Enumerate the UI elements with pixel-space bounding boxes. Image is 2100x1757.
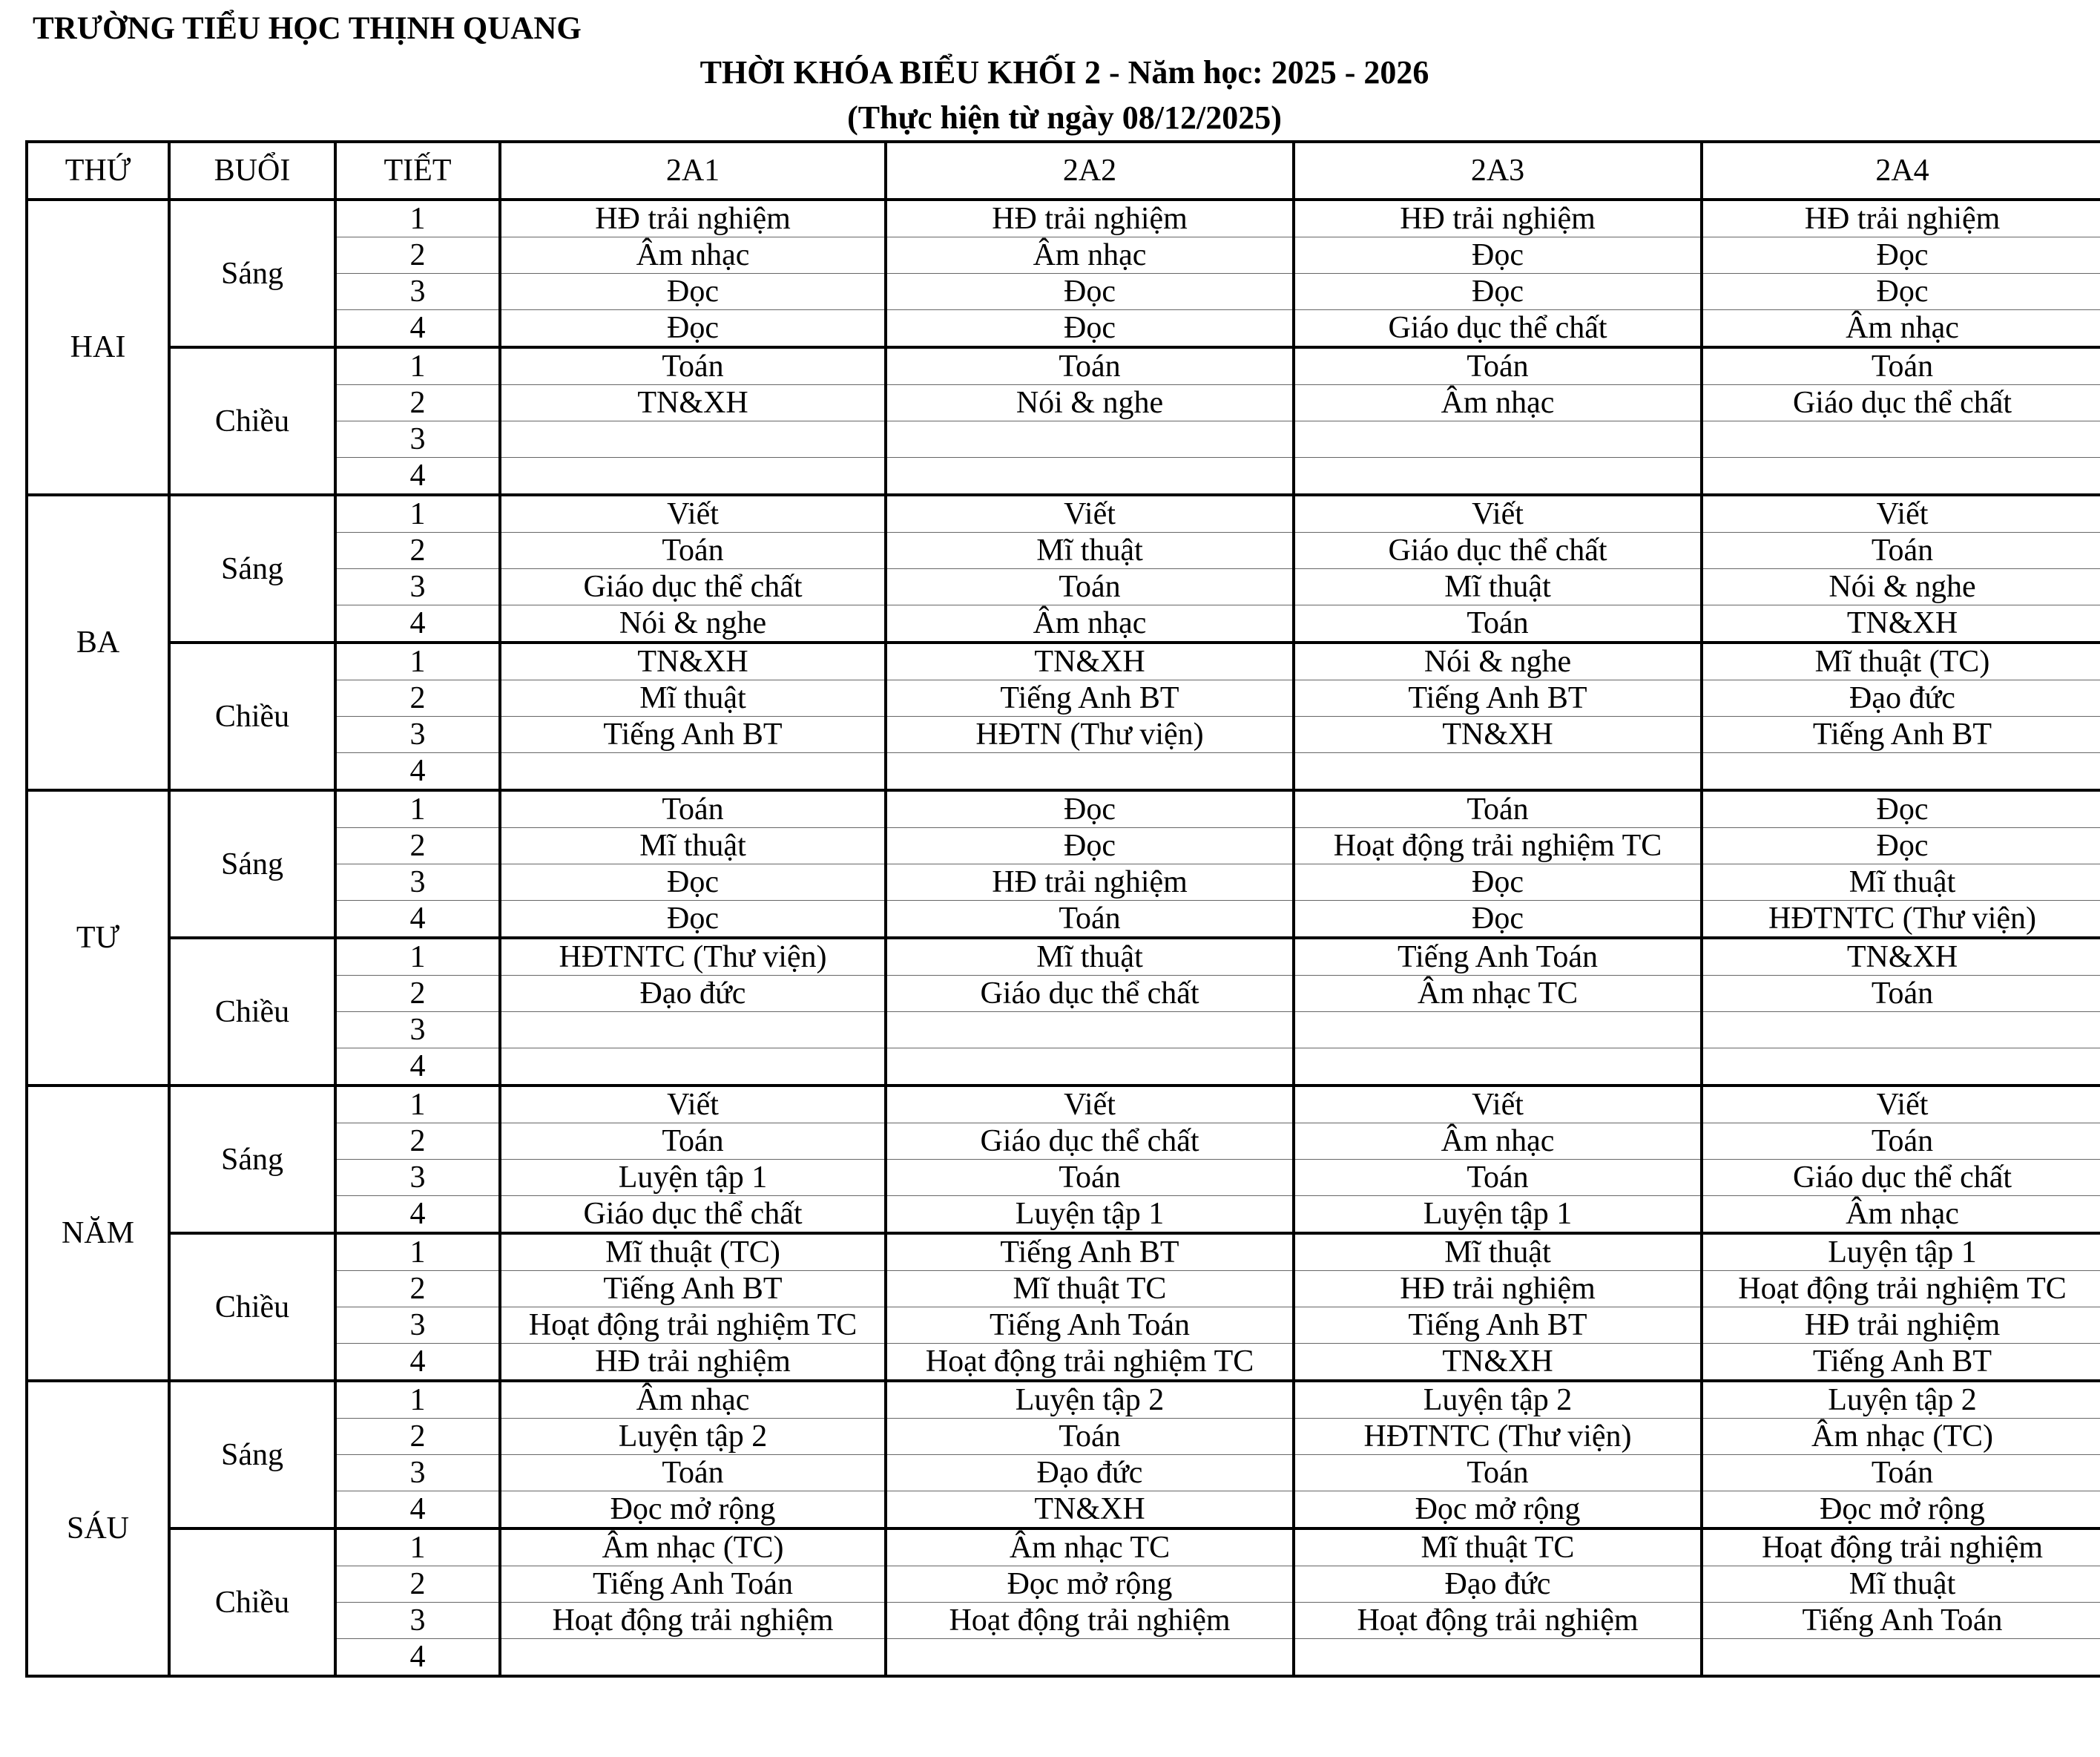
subject-cell: Toán xyxy=(500,790,886,828)
subject-cell: Hoạt động trải nghiệm xyxy=(1294,1603,1702,1639)
subject-cell: Toán xyxy=(1294,1455,1702,1491)
table-row xyxy=(27,680,2100,717)
period-number: 1 xyxy=(335,1086,500,1123)
subject-cell: TN&XH xyxy=(886,1491,1294,1529)
header-period: TIẾT xyxy=(335,142,500,200)
subject-cell: Âm nhạc xyxy=(886,237,1294,274)
period-number: 4 xyxy=(335,458,500,496)
subject-cell xyxy=(1702,1012,2100,1048)
table-row xyxy=(27,901,2100,939)
subject-cell: Luyện tập 1 xyxy=(1702,1233,2100,1271)
subject-cell: Hoạt động trải nghiệm xyxy=(1702,1528,2100,1566)
subject-cell: Đọc mở rộng xyxy=(1294,1491,1702,1529)
subject-cell: Nói & nghe xyxy=(1702,569,2100,605)
table-row xyxy=(27,1086,2100,1123)
subject-cell: Toán xyxy=(886,347,1294,385)
subject-cell: Toán xyxy=(500,1455,886,1491)
period-number: 2 xyxy=(335,237,500,274)
subject-cell xyxy=(1702,421,2100,458)
period-number: 1 xyxy=(335,347,500,385)
session-cell: Chiều xyxy=(169,347,335,495)
subject-cell: Giáo dục thể chất xyxy=(886,1123,1294,1160)
period-number: 1 xyxy=(335,495,500,533)
subject-cell: Hoạt động trải nghiệm TC xyxy=(886,1344,1294,1382)
subject-cell: Viết xyxy=(1294,1086,1702,1123)
period-number: 2 xyxy=(335,385,500,421)
subject-cell: Đọc xyxy=(886,274,1294,310)
subject-cell: Luyện tập 1 xyxy=(1294,1196,1702,1234)
subject-cell: Giáo dục thể chất xyxy=(886,976,1294,1012)
subject-cell: Đọc xyxy=(1294,864,1702,901)
subject-cell: TN&XH xyxy=(1294,1344,1702,1382)
period-number: 3 xyxy=(335,1012,500,1048)
table-row xyxy=(27,1233,2100,1271)
subject-cell: Tiếng Anh BT xyxy=(886,680,1294,717)
subject-cell: Âm nhạc xyxy=(1702,310,2100,348)
session-cell: Sáng xyxy=(169,495,335,643)
subject-cell: Tiếng Anh BT xyxy=(1702,1344,2100,1382)
table-row xyxy=(27,1528,2100,1566)
session-cell: Sáng xyxy=(169,1381,335,1528)
table-row xyxy=(27,347,2100,385)
table-row xyxy=(27,1012,2100,1048)
subject-cell: Giáo dục thể chất xyxy=(1702,385,2100,421)
subject-cell: Viết xyxy=(886,495,1294,533)
session-cell: Sáng xyxy=(169,200,335,347)
subject-cell: Luyện tập 2 xyxy=(500,1419,886,1455)
session-cell: Chiều xyxy=(169,1528,335,1676)
subject-cell: HĐTNTC (Thư viện) xyxy=(1702,901,2100,939)
table-row xyxy=(27,569,2100,605)
table-row xyxy=(27,938,2100,976)
subject-cell: Đọc xyxy=(886,310,1294,348)
period-number: 2 xyxy=(335,976,500,1012)
subject-cell: HĐTNTC (Thư viện) xyxy=(1294,1419,1702,1455)
subject-cell: Âm nhạc xyxy=(886,605,1294,643)
table-row xyxy=(27,385,2100,421)
subject-cell: TN&XH xyxy=(886,643,1294,680)
subject-cell: Đọc xyxy=(500,310,886,348)
header-row xyxy=(27,142,2100,200)
subject-cell: Tiếng Anh Toán xyxy=(1702,1603,2100,1639)
table-row xyxy=(27,717,2100,753)
session-cell: Chiều xyxy=(169,938,335,1086)
subject-cell: Tiếng Anh BT xyxy=(1702,717,2100,753)
subject-cell xyxy=(500,1012,886,1048)
period-number: 2 xyxy=(335,828,500,864)
subject-cell: Tiếng Anh BT xyxy=(886,1233,1294,1271)
period-number: 3 xyxy=(335,1455,500,1491)
subject-cell xyxy=(1294,1048,1702,1086)
subject-cell: Nói & nghe xyxy=(886,385,1294,421)
subject-cell: Viết xyxy=(886,1086,1294,1123)
subject-cell: Mĩ thuật TC xyxy=(1294,1528,1702,1566)
subject-cell: Viết xyxy=(500,1086,886,1123)
subject-cell xyxy=(500,1639,886,1677)
subject-cell: Toán xyxy=(1702,1123,2100,1160)
subject-cell: Viết xyxy=(1294,495,1702,533)
header-class-2a3: 2A3 xyxy=(1294,142,1702,200)
period-number: 3 xyxy=(335,569,500,605)
table-row xyxy=(27,864,2100,901)
subject-cell: Đọc xyxy=(500,274,886,310)
table-row xyxy=(27,643,2100,680)
subject-cell: Tiếng Anh Toán xyxy=(886,1307,1294,1344)
period-number: 4 xyxy=(335,1196,500,1234)
table-row xyxy=(27,828,2100,864)
period-number: 1 xyxy=(335,938,500,976)
session-cell: Sáng xyxy=(169,1086,335,1233)
subject-cell: Toán xyxy=(1702,976,2100,1012)
subject-cell xyxy=(500,421,886,458)
day-cell: SÁU xyxy=(27,1381,169,1676)
period-number: 3 xyxy=(335,864,500,901)
subject-cell: Toán xyxy=(886,1419,1294,1455)
subject-cell: Viết xyxy=(500,495,886,533)
subject-cell: HĐ trải nghiệm xyxy=(886,864,1294,901)
subject-cell: Toán xyxy=(886,901,1294,939)
subject-cell: Đọc xyxy=(1294,274,1702,310)
subject-cell xyxy=(500,1048,886,1086)
session-cell: Sáng xyxy=(169,790,335,938)
school-name: TRƯỜNG TIỂU HỌC THỊNH QUANG xyxy=(33,11,582,46)
subject-cell: Toán xyxy=(1294,1160,1702,1196)
subject-cell: Luyện tập 1 xyxy=(886,1196,1294,1234)
subject-cell: Hoạt động trải nghiệm TC xyxy=(1294,828,1702,864)
subject-cell: Tiếng Anh Toán xyxy=(500,1566,886,1603)
subject-cell: Toán xyxy=(1702,347,2100,385)
subject-cell: Âm nhạc TC xyxy=(1294,976,1702,1012)
subject-cell: Âm nhạc (TC) xyxy=(500,1528,886,1566)
table-row xyxy=(27,310,2100,348)
subject-cell: Đọc xyxy=(1702,828,2100,864)
subject-cell: Đọc xyxy=(500,901,886,939)
subject-cell: Toán xyxy=(886,569,1294,605)
subject-cell: TN&XH xyxy=(1702,605,2100,643)
subject-cell: Mĩ thuật xyxy=(1294,569,1702,605)
subject-cell: Tiếng Anh BT xyxy=(1294,1307,1702,1344)
subject-cell: Mĩ thuật TC xyxy=(886,1271,1294,1307)
subject-cell: Đọc xyxy=(1294,901,1702,939)
page-title: THỜI KHÓA BIỂU KHỐI 2 - Năm học: 2025 - 2026 xyxy=(700,54,1429,91)
subject-cell: Đọc xyxy=(1702,274,2100,310)
subject-cell: Đạo đức xyxy=(886,1455,1294,1491)
subject-cell: Âm nhạc xyxy=(1702,1196,2100,1234)
subject-cell: HĐ trải nghiệm xyxy=(886,200,1294,237)
subject-cell: HĐ trải nghiệm xyxy=(500,200,886,237)
day-cell: TƯ xyxy=(27,790,169,1086)
period-number: 2 xyxy=(335,1271,500,1307)
subject-cell: Đọc xyxy=(500,864,886,901)
table-row xyxy=(27,274,2100,310)
period-number: 3 xyxy=(335,717,500,753)
period-number: 1 xyxy=(335,790,500,828)
subject-cell: Viết xyxy=(1702,495,2100,533)
period-number: 4 xyxy=(335,1344,500,1382)
table-row xyxy=(27,421,2100,458)
header-class-2a2: 2A2 xyxy=(886,142,1294,200)
period-number: 3 xyxy=(335,1603,500,1639)
page-subtitle: (Thực hiện từ ngày 08/12/2025) xyxy=(847,99,1282,136)
subject-cell: HĐTNTC (Thư viện) xyxy=(500,938,886,976)
subject-cell: Toán xyxy=(886,1160,1294,1196)
table-row xyxy=(27,1566,2100,1603)
subject-cell xyxy=(1702,753,2100,791)
period-number: 4 xyxy=(335,901,500,939)
subject-cell: Hoạt động trải nghiệm TC xyxy=(500,1307,886,1344)
table-row xyxy=(27,1160,2100,1196)
subject-cell: Toán xyxy=(500,533,886,569)
subject-cell: TN&XH xyxy=(500,643,886,680)
subject-cell: Tiếng Anh BT xyxy=(500,717,886,753)
subject-cell: Âm nhạc (TC) xyxy=(1702,1419,2100,1455)
subject-cell: Mĩ thuật xyxy=(500,828,886,864)
subject-cell: TN&XH xyxy=(1294,717,1702,753)
table-row xyxy=(27,1307,2100,1344)
subject-cell xyxy=(886,458,1294,496)
subject-cell: Đọc mở rộng xyxy=(1702,1491,2100,1529)
subject-cell: Giáo dục thể chất xyxy=(500,569,886,605)
period-number: 2 xyxy=(335,1419,500,1455)
period-number: 2 xyxy=(335,533,500,569)
subject-cell: Luyện tập 2 xyxy=(886,1381,1294,1419)
subject-cell: Toán xyxy=(500,1123,886,1160)
header-day: THỨ xyxy=(27,142,169,200)
subject-cell xyxy=(1294,1639,1702,1677)
subject-cell: Mĩ thuật xyxy=(1702,1566,2100,1603)
table-row xyxy=(27,753,2100,791)
subject-cell xyxy=(1702,1639,2100,1677)
day-cell: BA xyxy=(27,495,169,790)
period-number: 1 xyxy=(335,200,500,237)
table-row xyxy=(27,1123,2100,1160)
subject-cell xyxy=(886,753,1294,791)
subject-cell: Viết xyxy=(1702,1086,2100,1123)
period-number: 1 xyxy=(335,1528,500,1566)
subject-cell: Nói & nghe xyxy=(1294,643,1702,680)
table-row xyxy=(27,790,2100,828)
subject-cell: Đạo đức xyxy=(500,976,886,1012)
period-number: 1 xyxy=(335,1381,500,1419)
subject-cell: Đọc mở rộng xyxy=(886,1566,1294,1603)
subject-cell: Âm nhạc xyxy=(1294,1123,1702,1160)
table-row xyxy=(27,976,2100,1012)
subject-cell: HĐ trải nghiệm xyxy=(1294,1271,1702,1307)
table-row xyxy=(27,1048,2100,1086)
subject-cell: Mĩ thuật xyxy=(1702,864,2100,901)
day-cell: HAI xyxy=(27,200,169,495)
subject-cell: Giáo dục thể chất xyxy=(1294,310,1702,348)
period-number: 3 xyxy=(335,274,500,310)
subject-cell xyxy=(1294,458,1702,496)
subject-cell: Toán xyxy=(1294,790,1702,828)
period-number: 3 xyxy=(335,1160,500,1196)
subject-cell: Mĩ thuật xyxy=(886,533,1294,569)
subject-cell: Hoạt động trải nghiệm TC xyxy=(1702,1271,2100,1307)
subject-cell xyxy=(500,753,886,791)
timetable xyxy=(25,140,2100,1678)
day-cell: NĂM xyxy=(27,1086,169,1381)
header-session: BUỔI xyxy=(169,142,335,200)
subject-cell: Toán xyxy=(1702,1455,2100,1491)
period-number: 3 xyxy=(335,1307,500,1344)
subject-cell: Tiếng Anh BT xyxy=(1294,680,1702,717)
subject-cell: Hoạt động trải nghiệm xyxy=(886,1603,1294,1639)
subject-cell: Giáo dục thể chất xyxy=(1294,533,1702,569)
table-row xyxy=(27,1196,2100,1234)
timetable-body xyxy=(27,200,2100,1676)
header-class-2a1: 2A1 xyxy=(500,142,886,200)
subject-cell: Đạo đức xyxy=(1294,1566,1702,1603)
subject-cell xyxy=(1702,458,2100,496)
subject-cell: Hoạt động trải nghiệm xyxy=(500,1603,886,1639)
subject-cell xyxy=(1294,753,1702,791)
period-number: 1 xyxy=(335,1233,500,1271)
table-row xyxy=(27,1344,2100,1382)
period-number: 4 xyxy=(335,1639,500,1677)
table-row xyxy=(27,458,2100,496)
table-row xyxy=(27,1419,2100,1455)
subject-cell: Đọc mở rộng xyxy=(500,1491,886,1529)
subject-cell: Giáo dục thể chất xyxy=(1702,1160,2100,1196)
subject-cell: Luyện tập 1 xyxy=(500,1160,886,1196)
subject-cell: Luyện tập 2 xyxy=(1294,1381,1702,1419)
table-row xyxy=(27,1491,2100,1529)
subject-cell xyxy=(1294,421,1702,458)
period-number: 1 xyxy=(335,643,500,680)
subject-cell: Tiếng Anh BT xyxy=(500,1271,886,1307)
subject-cell: Âm nhạc TC xyxy=(886,1528,1294,1566)
subject-cell: Mĩ thuật xyxy=(1294,1233,1702,1271)
subject-cell: Mĩ thuật (TC) xyxy=(1702,643,2100,680)
table-row xyxy=(27,1381,2100,1419)
subject-cell: Giáo dục thể chất xyxy=(500,1196,886,1234)
table-row xyxy=(27,1271,2100,1307)
subject-cell: HĐ trải nghiệm xyxy=(1294,200,1702,237)
subject-cell: Tiếng Anh Toán xyxy=(1294,938,1702,976)
table-row xyxy=(27,200,2100,237)
subject-cell: Đọc xyxy=(886,790,1294,828)
period-number: 4 xyxy=(335,1491,500,1529)
subject-cell: HĐTN (Thư viện) xyxy=(886,717,1294,753)
table-row xyxy=(27,237,2100,274)
table-row xyxy=(27,605,2100,643)
subject-cell: Toán xyxy=(500,347,886,385)
subject-cell: Đạo đức xyxy=(1702,680,2100,717)
subject-cell: Toán xyxy=(1702,533,2100,569)
subject-cell: Âm nhạc xyxy=(1294,385,1702,421)
table-row xyxy=(27,533,2100,569)
table-row xyxy=(27,1455,2100,1491)
subject-cell xyxy=(1702,1048,2100,1086)
subject-cell: Toán xyxy=(1294,347,1702,385)
period-number: 4 xyxy=(335,753,500,791)
period-number: 2 xyxy=(335,1566,500,1603)
subject-cell xyxy=(886,1048,1294,1086)
subject-cell: Âm nhạc xyxy=(500,237,886,274)
table-row xyxy=(27,1603,2100,1639)
subject-cell: HĐ trải nghiệm xyxy=(1702,200,2100,237)
subject-cell xyxy=(1294,1012,1702,1048)
subject-cell: Đọc xyxy=(1702,237,2100,274)
period-number: 4 xyxy=(335,605,500,643)
period-number: 4 xyxy=(335,1048,500,1086)
subject-cell: TN&XH xyxy=(500,385,886,421)
subject-cell xyxy=(886,421,1294,458)
subject-cell: HĐ trải nghiệm xyxy=(500,1344,886,1382)
subject-cell: Mĩ thuật (TC) xyxy=(500,1233,886,1271)
subject-cell: Âm nhạc xyxy=(500,1381,886,1419)
subject-cell: Toán xyxy=(1294,605,1702,643)
session-cell: Chiều xyxy=(169,1233,335,1381)
table-row xyxy=(27,1639,2100,1677)
subject-cell: Mĩ thuật xyxy=(886,938,1294,976)
period-number: 3 xyxy=(335,421,500,458)
period-number: 2 xyxy=(335,680,500,717)
subject-cell: Nói & nghe xyxy=(500,605,886,643)
subject-cell xyxy=(886,1012,1294,1048)
subject-cell: HĐ trải nghiệm xyxy=(1702,1307,2100,1344)
period-number: 4 xyxy=(335,310,500,348)
subject-cell: Đọc xyxy=(1294,237,1702,274)
period-number: 2 xyxy=(335,1123,500,1160)
session-cell: Chiều xyxy=(169,643,335,790)
subject-cell: Luyện tập 2 xyxy=(1702,1381,2100,1419)
table-row xyxy=(27,495,2100,533)
subject-cell: Đọc xyxy=(1702,790,2100,828)
subject-cell xyxy=(500,458,886,496)
subject-cell xyxy=(886,1639,1294,1677)
subject-cell: Đọc xyxy=(886,828,1294,864)
subject-cell: TN&XH xyxy=(1702,938,2100,976)
subject-cell: Mĩ thuật xyxy=(500,680,886,717)
header-class-2a4: 2A4 xyxy=(1702,142,2100,200)
